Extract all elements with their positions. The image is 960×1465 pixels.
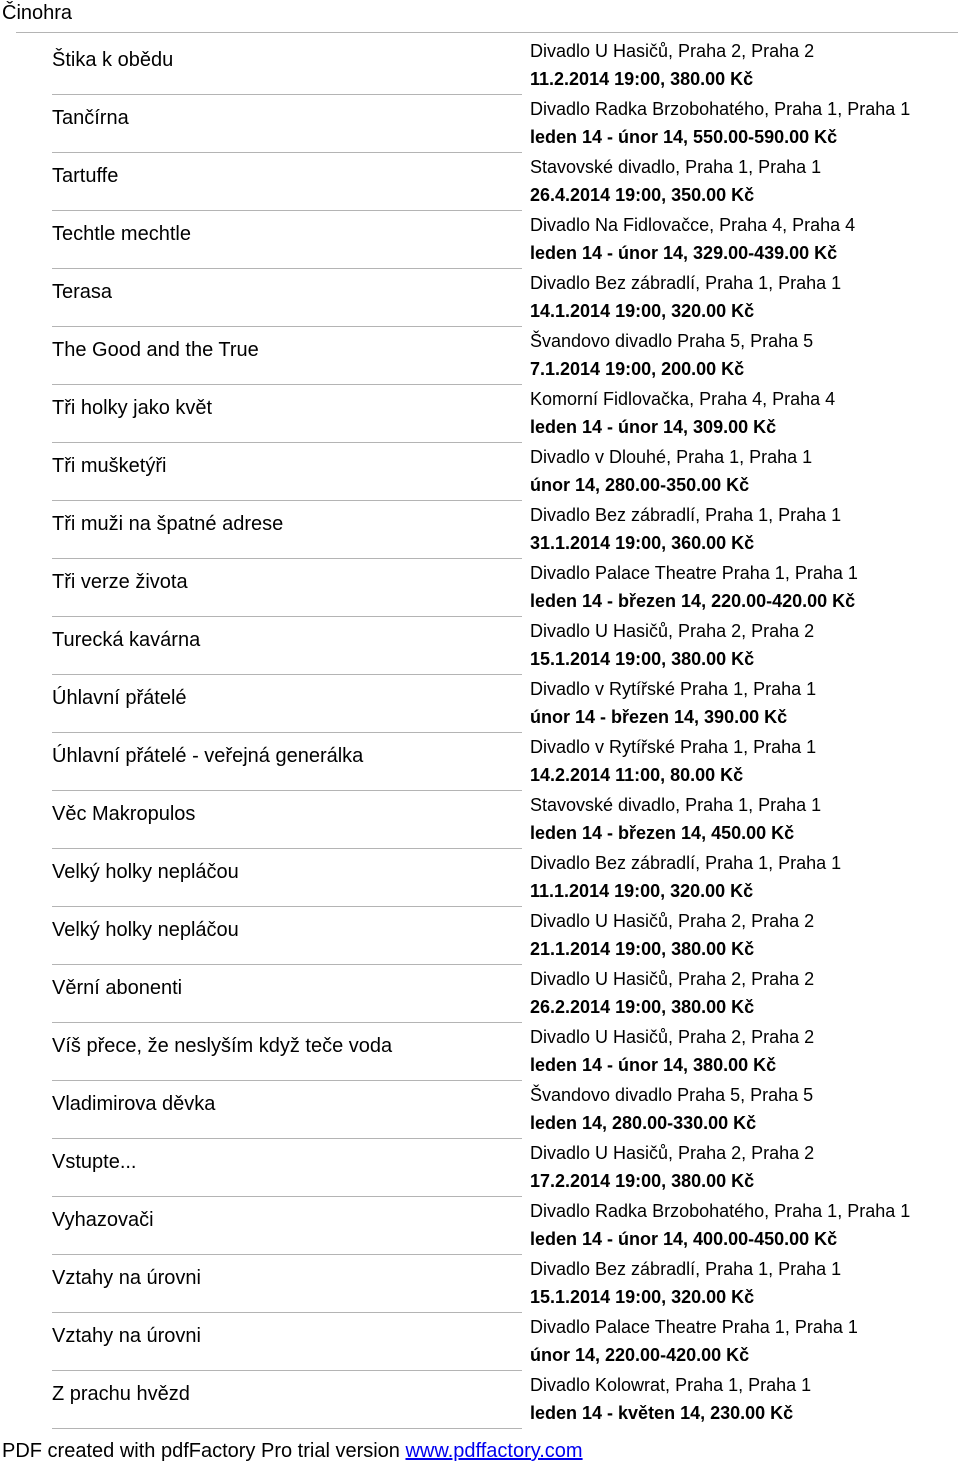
row-divider	[52, 1254, 522, 1255]
show-title: Velký holky nepláčou	[52, 919, 239, 941]
venue-location: Divadlo Palace Theatre Praha 1, Praha 1	[530, 1317, 858, 1337]
date-price: 11.1.2014 19:00, 320.00 Kč	[530, 881, 754, 901]
row-divider	[52, 732, 522, 733]
table-row	[0, 328, 960, 386]
date-price: 15.1.2014 19:00, 320.00 Kč	[530, 1287, 755, 1307]
date-price: 11.2.2014 19:00, 380.00 Kč	[530, 69, 754, 89]
row-divider	[52, 152, 522, 153]
row-divider	[52, 964, 522, 965]
date-price: leden 14 - únor 14, 380.00 Kč	[530, 1055, 777, 1075]
show-title: Tančírna	[52, 107, 129, 129]
row-divider	[52, 558, 522, 559]
row-divider	[52, 442, 522, 443]
row-divider	[52, 384, 522, 385]
date-price: 26.4.2014 19:00, 350.00 Kč	[530, 185, 755, 205]
venue-location: Divadlo v Rytířské Praha 1, Praha 1	[530, 737, 817, 757]
table-row	[0, 1140, 960, 1198]
pdf-footer	[2, 1438, 583, 1464]
venue-location: Divadlo Bez zábradlí, Praha 1, Praha 1	[530, 1259, 842, 1279]
venue-location: Divadlo U Hasičů, Praha 2, Praha 2	[530, 1027, 815, 1047]
table-row	[0, 792, 960, 850]
table-row	[0, 1372, 960, 1430]
table-row	[0, 1082, 960, 1140]
table-row	[0, 502, 960, 560]
row-divider	[52, 326, 522, 327]
date-price: leden 14, 280.00-330.00 Kč	[530, 1113, 757, 1133]
row-divider	[52, 1080, 522, 1081]
date-price: leden 14 - únor 14, 309.00 Kč	[530, 417, 777, 437]
row-divider	[52, 1428, 522, 1429]
date-price: únor 14, 280.00-350.00 Kč	[530, 475, 750, 495]
venue-location: Divadlo Palace Theatre Praha 1, Praha 1	[530, 563, 858, 583]
row-divider	[52, 674, 522, 675]
date-price: 21.1.2014 19:00, 380.00 Kč	[530, 939, 755, 959]
show-title: Úhlavní přátelé	[52, 687, 187, 709]
table-row	[0, 1314, 960, 1372]
show-title: Turecká kavárna	[52, 629, 201, 651]
table-row	[0, 38, 960, 96]
row-divider	[52, 1370, 522, 1371]
venue-location: Švandovo divadlo Praha 5, Praha 5	[530, 331, 814, 351]
show-title: Úhlavní přátelé - veřejná generálka	[52, 745, 364, 767]
row-divider	[52, 1196, 522, 1197]
venue-location: Divadlo Radka Brzobohatého, Praha 1, Praha 1	[530, 99, 911, 119]
table-row	[0, 908, 960, 966]
table-row	[0, 966, 960, 1024]
row-divider	[52, 94, 522, 95]
show-title: Víš přece, že neslyším když teče voda	[52, 1035, 393, 1057]
table-row	[0, 270, 960, 328]
date-price: 31.1.2014 19:00, 360.00 Kč	[530, 533, 755, 553]
show-title: Tartuffe	[52, 165, 119, 187]
date-price: leden 14 - květen 14, 230.00 Kč	[530, 1403, 794, 1423]
venue-location: Divadlo U Hasičů, Praha 2, Praha 2	[530, 969, 815, 989]
venue-location: Divadlo Bez zábradlí, Praha 1, Praha 1	[530, 853, 842, 873]
row-divider	[52, 1022, 522, 1023]
footer-link[interactable]: www.pdffactory.com	[405, 1440, 583, 1462]
row-divider	[52, 268, 522, 269]
date-price: 14.1.2014 19:00, 320.00 Kč	[530, 301, 755, 321]
row-divider	[52, 210, 522, 211]
venue-location: Komorní Fidlovačka, Praha 4, Praha 4	[530, 389, 836, 409]
table-row	[0, 734, 960, 792]
date-price: leden 14 - únor 14, 550.00-590.00 Kč	[530, 127, 838, 147]
show-title: Tři muži na špatné adrese	[52, 513, 284, 535]
date-price: 26.2.2014 19:00, 380.00 Kč	[530, 997, 755, 1017]
date-price: leden 14 - únor 14, 400.00-450.00 Kč	[530, 1229, 838, 1249]
show-title: Terasa	[52, 281, 113, 303]
table-row	[0, 1198, 960, 1256]
show-title: Tři verze života	[52, 571, 188, 593]
table-row	[0, 676, 960, 734]
show-title: Věc Makropulos	[52, 803, 196, 825]
venue-location: Divadlo v Dlouhé, Praha 1, Praha 1	[530, 447, 813, 467]
table-row	[0, 850, 960, 908]
venue-location: Divadlo U Hasičů, Praha 2, Praha 2	[530, 911, 815, 931]
venue-location: Divadlo Radka Brzobohatého, Praha 1, Praha 1	[530, 1201, 911, 1221]
table-row	[0, 212, 960, 270]
row-divider	[52, 616, 522, 617]
show-title: Z prachu hvězd	[52, 1383, 190, 1405]
venue-location: Stavovské divadlo, Praha 1, Praha 1	[530, 795, 822, 815]
row-divider	[52, 1138, 522, 1139]
table-row	[0, 386, 960, 444]
section-divider	[16, 32, 958, 33]
date-price: únor 14, 220.00-420.00 Kč	[530, 1345, 750, 1365]
date-price: 15.1.2014 19:00, 380.00 Kč	[530, 649, 755, 669]
table-row	[0, 1256, 960, 1314]
venue-location: Divadlo U Hasičů, Praha 2, Praha 2	[530, 1143, 815, 1163]
venue-location: Divadlo U Hasičů, Praha 2, Praha 2	[530, 41, 815, 61]
table-row	[0, 618, 960, 676]
footer-text: PDF created with pdfFactory Pro trial version	[2, 1440, 406, 1462]
table-row	[0, 96, 960, 154]
date-price: 7.1.2014 19:00, 200.00 Kč	[530, 359, 745, 379]
venue-location: Divadlo Bez zábradlí, Praha 1, Praha 1	[530, 505, 842, 525]
row-divider	[52, 500, 522, 501]
show-title: The Good and the True	[52, 339, 259, 361]
show-title: Štika k obědu	[52, 49, 174, 71]
listing-table	[0, 38, 960, 1430]
row-divider	[52, 906, 522, 907]
row-divider	[52, 790, 522, 791]
venue-location: Divadlo U Hasičů, Praha 2, Praha 2	[530, 621, 815, 641]
show-title: Tři mušketýři	[52, 455, 167, 477]
venue-location: Švandovo divadlo Praha 5, Praha 5	[530, 1085, 814, 1105]
venue-location: Divadlo Bez zábradlí, Praha 1, Praha 1	[530, 273, 842, 293]
date-price: únor 14 - březen 14, 390.00 Kč	[530, 707, 788, 727]
venue-location: Stavovské divadlo, Praha 1, Praha 1	[530, 157, 822, 177]
date-price: leden 14 - únor 14, 329.00-439.00 Kč	[530, 243, 838, 263]
section-title: Činohra	[2, 2, 73, 24]
show-title: Velký holky nepláčou	[52, 861, 239, 883]
row-divider	[52, 1312, 522, 1313]
date-price: 14.2.2014 11:00, 80.00 Kč	[530, 765, 744, 785]
table-row	[0, 444, 960, 502]
show-title: Vstupte...	[52, 1151, 137, 1173]
show-title: Vyhazovači	[52, 1209, 154, 1231]
venue-location: Divadlo Kolowrat, Praha 1, Praha 1	[530, 1375, 812, 1395]
date-price: leden 14 - březen 14, 450.00 Kč	[530, 823, 795, 843]
date-price: 17.2.2014 19:00, 380.00 Kč	[530, 1171, 755, 1191]
table-row	[0, 560, 960, 618]
show-title: Vladimirova děvka	[52, 1093, 216, 1115]
venue-location: Divadlo Na Fidlovačce, Praha 4, Praha 4	[530, 215, 856, 235]
show-title: Vztahy na úrovni	[52, 1325, 201, 1347]
venue-location: Divadlo v Rytířské Praha 1, Praha 1	[530, 679, 817, 699]
row-divider	[52, 848, 522, 849]
show-title: Tři holky jako květ	[52, 397, 213, 419]
table-row	[0, 154, 960, 212]
show-title: Techtle mechtle	[52, 223, 191, 245]
show-title: Věrní abonenti	[52, 977, 183, 999]
show-title: Vztahy na úrovni	[52, 1267, 201, 1289]
date-price: leden 14 - březen 14, 220.00-420.00 Kč	[530, 591, 856, 611]
table-row	[0, 1024, 960, 1082]
